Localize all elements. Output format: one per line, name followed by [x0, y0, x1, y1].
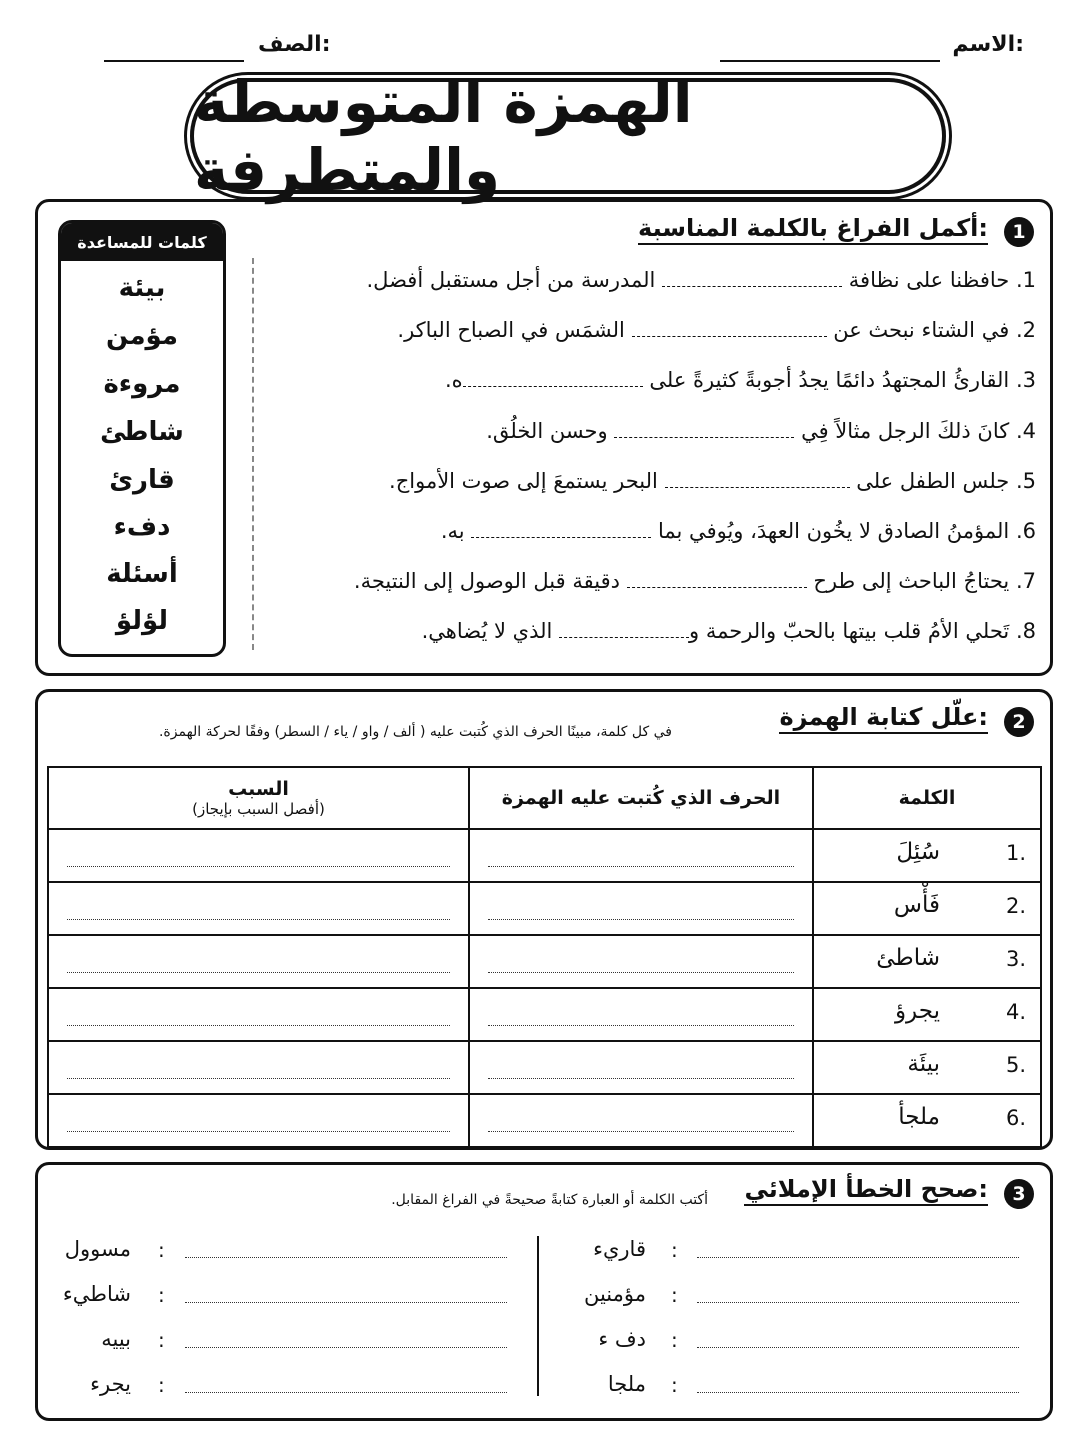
word-bank	[58, 220, 226, 657]
hamza-table	[47, 766, 1042, 1148]
blank-field[interactable]	[614, 423, 794, 438]
word-bank-item: دفء	[113, 512, 171, 542]
sentence-number: 8.	[1015, 619, 1036, 643]
name-label: الاسم:	[952, 32, 1024, 57]
row-word: فَأْس	[893, 892, 940, 918]
wrong-word: مؤمنين	[583, 1282, 646, 1306]
reason-cell[interactable]	[48, 988, 469, 1041]
section-title-1: أكمل الفراغ بالكلمة المناسبة:	[638, 214, 988, 245]
answer-line[interactable]	[697, 1257, 1019, 1258]
reason-title: السبب	[228, 778, 289, 800]
page-title: الهمزة المتوسطة والمتطرفة	[194, 68, 693, 204]
class-field[interactable]	[104, 60, 244, 62]
sentence-after: الشمَس في الصباح الباكر.	[397, 318, 625, 342]
colon: :	[671, 1328, 678, 1352]
answer-line[interactable]	[697, 1302, 1019, 1303]
sentence-after: المدرسة من أجل مستقبل أفضل.	[366, 268, 656, 292]
sentence-8	[316, 619, 1036, 643]
word-bank-item: مؤمن	[106, 321, 178, 351]
row-word: شاطئ	[876, 945, 940, 971]
answer-line[interactable]	[697, 1347, 1019, 1348]
sentence-number: 4.	[1015, 419, 1036, 443]
word-bank-item: بيئة	[118, 273, 166, 303]
answer-line[interactable]	[697, 1392, 1019, 1393]
wrong-word: دف ء	[598, 1327, 646, 1351]
class-label: الصف:	[258, 32, 331, 57]
colon: :	[671, 1238, 678, 1262]
word-bank-item: شاطئ	[100, 417, 184, 447]
row-number: 1.	[1005, 841, 1026, 865]
colon: :	[158, 1328, 165, 1352]
sentence-before: في الشتاء نبحث عن	[833, 318, 1010, 342]
letter-cell[interactable]	[469, 882, 813, 935]
reason-cell[interactable]	[48, 1041, 469, 1094]
title-banner	[190, 68, 946, 204]
sentence-2	[316, 318, 1036, 342]
divider	[537, 1236, 539, 1396]
word-bank-item: لؤلؤ	[115, 606, 169, 636]
row-number: 2.	[1005, 894, 1026, 918]
reason-cell[interactable]	[48, 829, 469, 882]
sentence-after: وحسن الخلُق.	[486, 419, 608, 443]
sentence-after: ه.	[445, 368, 463, 392]
word-bank-item: أسئلة	[106, 559, 178, 589]
blank-field[interactable]	[559, 623, 689, 638]
answer-line[interactable]	[185, 1392, 507, 1393]
letter-cell[interactable]	[469, 988, 813, 1041]
letter-cell[interactable]	[469, 1094, 813, 1147]
row-number: 4.	[1005, 1000, 1026, 1024]
wrong-word: مسوول	[64, 1237, 131, 1261]
table-row	[48, 988, 1041, 1041]
reason-cell[interactable]	[48, 935, 469, 988]
column-header-word: الكلمة	[813, 767, 1041, 829]
word-bank-title: كلمات للمساعدة	[61, 223, 223, 261]
letter-cell[interactable]	[469, 829, 813, 882]
answer-line[interactable]	[185, 1347, 507, 1348]
sentence-number: 6.	[1015, 519, 1036, 543]
reason-subtitle: (أفصل السبب بإيجاز)	[192, 800, 325, 818]
wrong-word: قاريء	[593, 1237, 646, 1261]
sentence-before: كانَ ذلكَ الرجل مثالاً فِي	[801, 419, 1010, 443]
row-word: سُئِلَ	[896, 839, 940, 865]
sentence-after: البحر يستمعَ إلى صوت الأمواج.	[389, 469, 658, 493]
name-field[interactable]	[720, 60, 940, 62]
section-title-2: علّل كتابة الهمزة:	[779, 703, 988, 734]
section-number-1: 1	[1004, 217, 1034, 247]
reason-cell[interactable]	[48, 882, 469, 935]
colon: :	[671, 1373, 678, 1397]
section-number-2: 2	[1004, 707, 1034, 737]
wrong-word: ملجا	[607, 1372, 646, 1396]
letter-cell[interactable]	[469, 935, 813, 988]
section-number-3: 3	[1004, 1179, 1034, 1209]
row-word: ملجأ	[898, 1104, 940, 1130]
blank-field[interactable]	[632, 322, 827, 337]
row-number: 6.	[1005, 1106, 1026, 1130]
answer-line[interactable]	[185, 1302, 507, 1303]
word-bank-item: مروءة	[103, 369, 181, 399]
colon: :	[158, 1238, 165, 1262]
sentence-before: حافظنا على نظافة	[848, 268, 1010, 292]
reason-cell[interactable]	[48, 1094, 469, 1147]
word-bank-item: قارئ	[109, 465, 175, 495]
section-note-3: أكتب الكلمة أو العبارة كتابةً صحيحةً في الفراغ المقابل.	[391, 1192, 708, 1208]
letter-cell[interactable]	[469, 1041, 813, 1094]
blank-field[interactable]	[627, 573, 807, 588]
sentence-after: الذي لا يُضاهي.	[421, 619, 553, 643]
sentence-3	[316, 368, 1036, 392]
wrong-word: بييه	[101, 1327, 131, 1351]
row-word: يجرؤ	[894, 998, 940, 1024]
sentence-before: القارئُ المجتهدُ دائمًا يجدُ أجوبةً كثيرةً على	[649, 368, 1010, 392]
sentence-4	[316, 419, 1036, 443]
table-row	[48, 1041, 1041, 1094]
section-note-2: في كل كلمة، مبينًا الحرف الذي كُتبت عليه ( ألف / واو / ياء / السطر) وفقًا لحركة الهمزة.	[158, 724, 672, 740]
blank-field[interactable]	[662, 272, 842, 287]
sentence-number: 5.	[1015, 469, 1036, 493]
sentence-number: 1.	[1015, 268, 1036, 292]
sentence-before: تَحلي الأمُ قلب بيتها بالحبّ والرحمة و	[689, 619, 1010, 643]
table-row	[48, 882, 1041, 935]
table-row	[48, 829, 1041, 882]
colon: :	[158, 1373, 165, 1397]
answer-line[interactable]	[185, 1257, 507, 1258]
sentence-after: به.	[440, 519, 465, 543]
sentence-number: 3.	[1015, 368, 1036, 392]
table-row	[48, 1094, 1041, 1147]
sentence-after: دقيقة قبل الوصول إلى النتيجة.	[353, 569, 620, 593]
sentence-1	[316, 268, 1036, 292]
blank-field[interactable]	[665, 473, 850, 488]
table-row	[48, 935, 1041, 988]
sentence-7	[316, 569, 1036, 593]
sentence-6	[316, 519, 1036, 543]
blank-field[interactable]	[471, 523, 651, 538]
row-word: بيئَة	[907, 1051, 940, 1077]
wrong-word: يجرء	[90, 1372, 131, 1396]
divider	[252, 258, 254, 650]
wrong-word: شاطيء	[62, 1282, 131, 1306]
colon: :	[671, 1283, 678, 1307]
colon: :	[158, 1283, 165, 1307]
sentence-5	[316, 469, 1036, 493]
column-header-reason	[48, 767, 469, 829]
sentence-before: يحتاجُ الباحث إلى طرح	[813, 569, 1010, 593]
row-number: 3.	[1005, 947, 1026, 971]
sentence-number: 7.	[1015, 569, 1036, 593]
sentence-number: 2.	[1015, 318, 1036, 342]
column-header-letter: الحرف الذي كُتبت عليه الهمزة	[469, 767, 813, 829]
row-number: 5.	[1005, 1053, 1026, 1077]
sentence-before: المؤمنُ الصادق لا يخُون العهدَ، ويُوفي بما	[658, 519, 1010, 543]
section-title-3: صحح الخطأ الإملائي:	[744, 1175, 988, 1206]
blank-field[interactable]	[463, 372, 643, 387]
sentence-before: جلس الطفل على	[856, 469, 1010, 493]
